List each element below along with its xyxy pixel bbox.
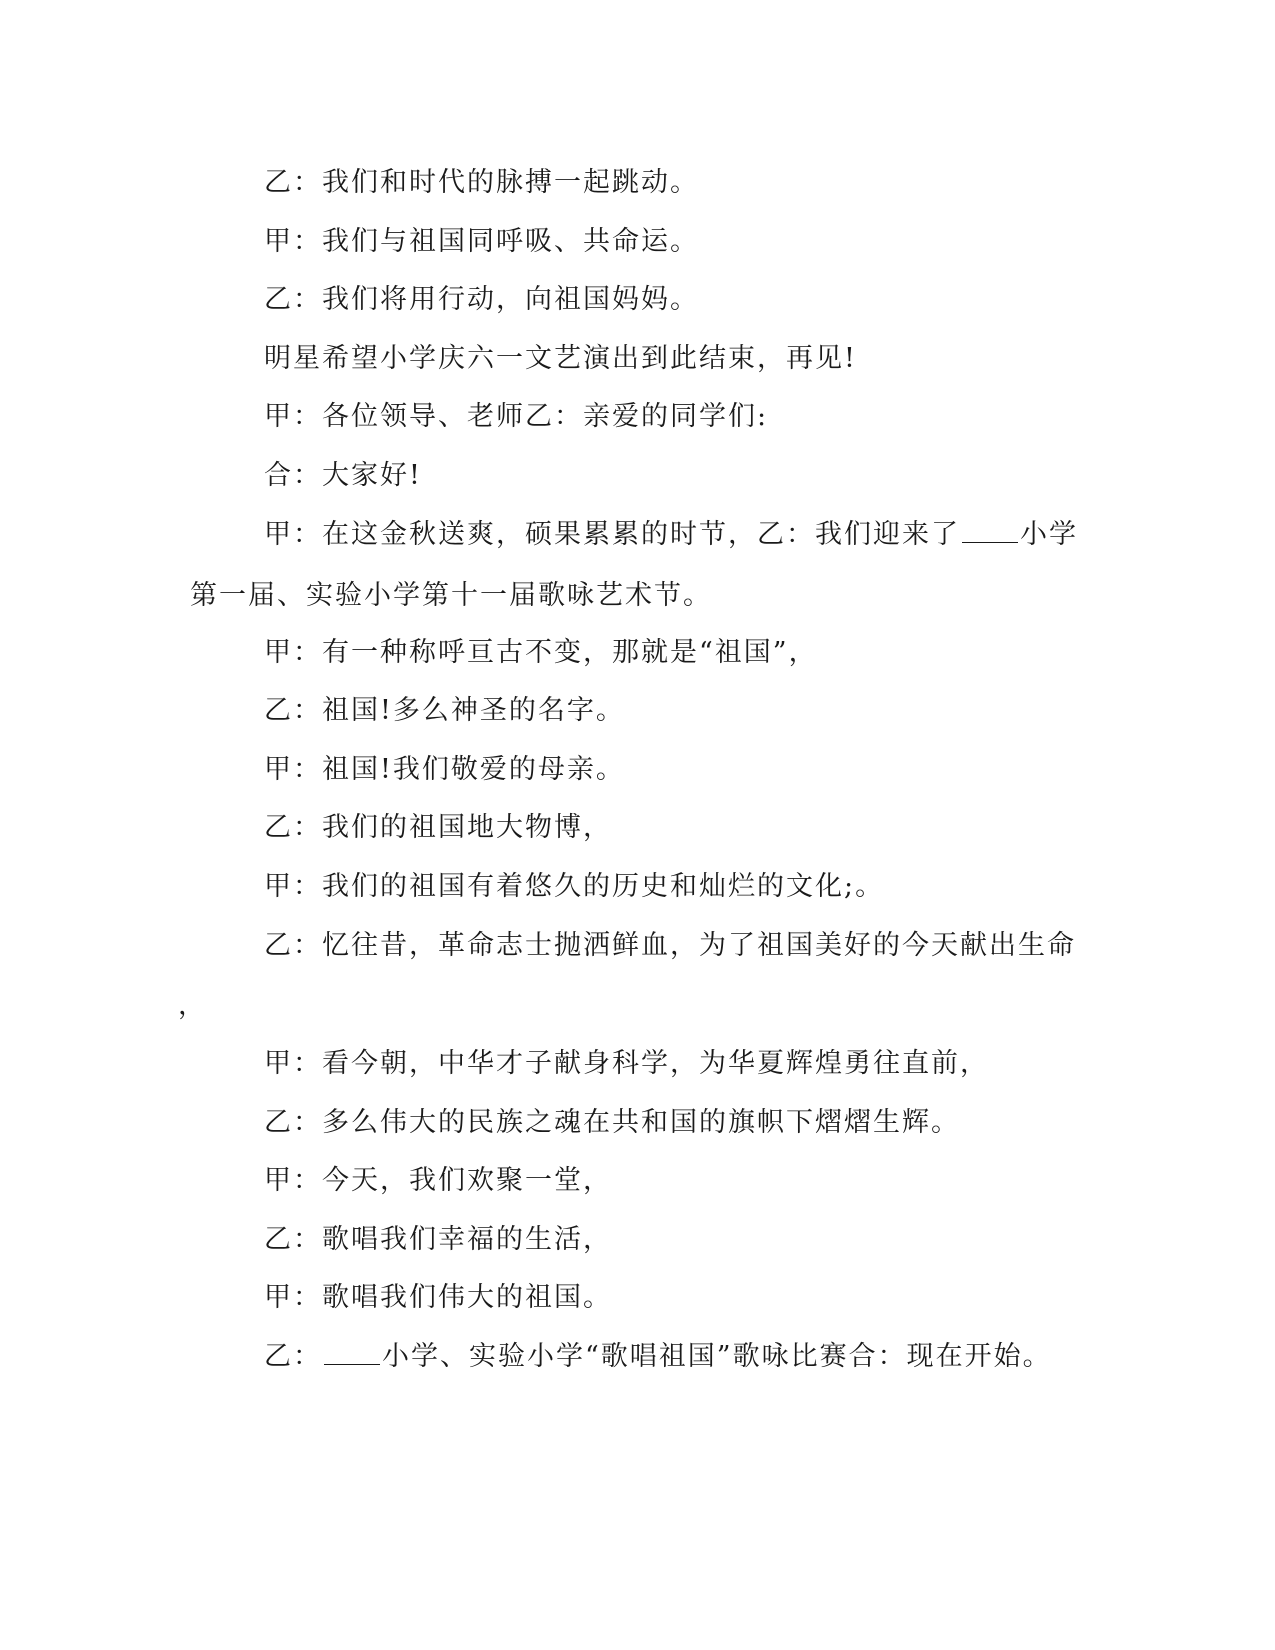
paragraph: 甲：祖国!我们敬爱的母亲。 bbox=[264, 754, 625, 785]
paragraph: 乙：我们和时代的脉搏一起跳动。 bbox=[264, 167, 699, 198]
paragraph: 合：大家好! bbox=[264, 460, 422, 491]
paragraph: 甲：我们与祖国同呼吸、共命运。 bbox=[264, 226, 699, 257]
paragraph-with-blank bbox=[190, 1326, 1090, 1387]
paragraph-text: 甲：在这金秋送爽，硕果累累的时节，乙：我们迎来了 bbox=[264, 519, 960, 550]
fill-in-blank bbox=[324, 1340, 380, 1365]
paragraph: 甲：今天，我们欢聚一堂， bbox=[264, 1165, 612, 1196]
paragraph: 乙：多么伟大的民族之魂在共和国的旗帜下熠熠生辉。 bbox=[264, 1107, 960, 1138]
paragraph: 乙：我们将用行动，向祖国妈妈。 bbox=[264, 284, 699, 315]
paragraph: ， bbox=[178, 990, 207, 1021]
fill-in-blank bbox=[962, 518, 1018, 543]
paragraph-text: 乙： bbox=[264, 1341, 322, 1372]
paragraph: 甲：看今朝，中华才子献身科学，为华夏辉煌勇往直前， bbox=[264, 1048, 989, 1079]
paragraph-with-blank bbox=[190, 504, 1090, 626]
paragraph: 甲：歌唱我们伟大的祖国。 bbox=[264, 1282, 612, 1313]
paragraph: 甲：各位领导、老师乙：亲爱的同学们: bbox=[264, 401, 769, 432]
paragraph: 甲：我们的祖国有着悠久的历史和灿烂的文化;。 bbox=[264, 871, 885, 902]
paragraph: 乙：祖国!多么神圣的名字。 bbox=[264, 695, 625, 726]
paragraph-text: 小学第一届、实验小学第十一届歌咏艺术节。 bbox=[190, 519, 1078, 611]
paragraph: 乙：歌唱我们幸福的生活， bbox=[264, 1224, 612, 1255]
paragraph: 甲：有一种称呼亘古不变，那就是“祖国”， bbox=[264, 637, 818, 668]
paragraph: 乙：忆往昔，革命志士抛洒鲜血，为了祖国美好的今天献出生命 bbox=[264, 930, 1076, 961]
paragraph: 乙：我们的祖国地大物博， bbox=[264, 812, 612, 843]
paragraph-text: 小学、实验小学“歌唱祖国”歌咏比赛合：现在开始。 bbox=[382, 1341, 1052, 1372]
paragraph: 明星希望小学庆六一文艺演出到此结束，再见! bbox=[264, 343, 857, 374]
